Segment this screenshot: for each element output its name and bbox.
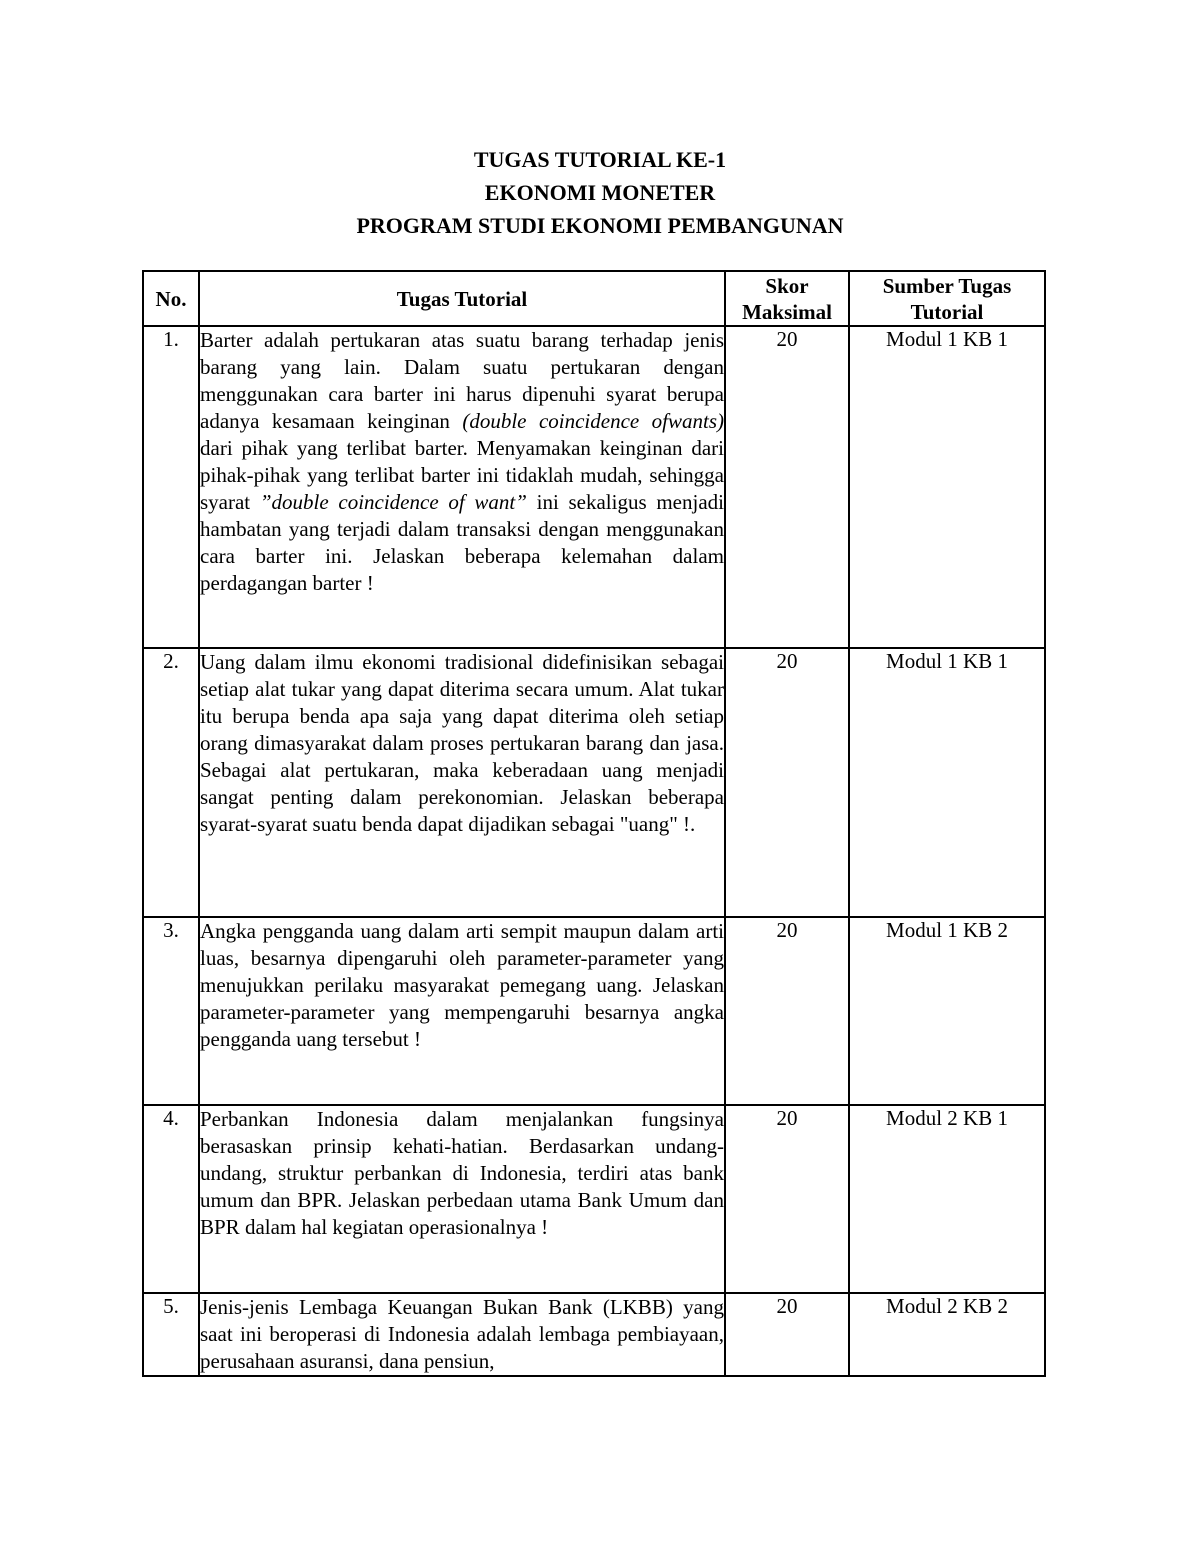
table-row bbox=[143, 1105, 1045, 1293]
task-source: Modul 2 KB 2 bbox=[849, 1293, 1045, 1376]
table-row bbox=[143, 917, 1045, 1105]
document-header bbox=[0, 143, 1200, 242]
task-text-part: dari pihak yang terlibat barter. Menyamakan keinginan dari pihak-pihak yang terlibat barter ini tidaklah mudah, sehingga syarat bbox=[200, 436, 724, 514]
task-source: Modul 2 KB 1 bbox=[849, 1105, 1045, 1293]
row-number: 2. bbox=[143, 648, 199, 917]
table-row bbox=[143, 1293, 1045, 1376]
row-number: 4. bbox=[143, 1105, 199, 1293]
max-score: 20 bbox=[725, 326, 849, 648]
task-text: Jenis-jenis Lembaga Keuangan Bukan Bank (LKBB) yang saat ini beroperasi di Indonesia adalah lembaga pembiayaan, perusahaan asuransi, dana pensiun, bbox=[199, 1293, 725, 1376]
max-score: 20 bbox=[725, 648, 849, 917]
table-header-row bbox=[143, 271, 1045, 326]
task-text: Angka pengganda uang dalam arti sempit maupun dalam arti luas, besarnya dipengaruhi oleh parameter-parameter yang menujukkan perilaku masyarakat pemegang uang. Jelaskan parameter-parameter yang mempengaruhi besarnya angka pengganda uang tersebut ! bbox=[199, 917, 725, 1105]
max-score: 20 bbox=[725, 1105, 849, 1293]
header-course: EKONOMI MONETER bbox=[484, 180, 716, 205]
row-number: 3. bbox=[143, 917, 199, 1105]
task-source: Modul 1 KB 1 bbox=[849, 648, 1045, 917]
row-number: 5. bbox=[143, 1293, 199, 1376]
task-text-italic: ”double coincidence of want” bbox=[259, 490, 527, 514]
table-row bbox=[143, 326, 1045, 648]
task-text-italic: (double coincidence ofwants) bbox=[462, 409, 724, 433]
tutorial-tasks-table bbox=[142, 270, 1046, 1377]
task-source: Modul 1 KB 1 bbox=[849, 326, 1045, 648]
row-number: 1. bbox=[143, 326, 199, 648]
column-header-task: Tugas Tutorial bbox=[199, 271, 725, 326]
max-score: 20 bbox=[725, 1293, 849, 1376]
column-header-score: Skor Maksimal bbox=[725, 271, 849, 326]
task-text bbox=[199, 326, 725, 648]
task-text: Uang dalam ilmu ekonomi tradisional didefinisikan sebagai setiap alat tukar yang dapat diterima secara umum. Alat tukar itu berupa benda apa saja yang dapat diterima oleh setiap orang dimasyarakat dalam proses pertukaran barang dan jasa. Sebagai alat pertukaran, maka keberadaan uang menjadi sangat penting dalam perekonomian. Jelaskan beberapa syarat-syarat suatu benda dapat dijadikan sebagai "uang" !. bbox=[199, 648, 725, 917]
max-score: 20 bbox=[725, 917, 849, 1105]
column-header-source: Sumber Tugas Tutorial bbox=[849, 271, 1045, 326]
task-text: Perbankan Indonesia dalam menjalankan fungsinya berasaskan prinsip kehati-hatian. Berdasarkan undang-undang, struktur perbankan di Indonesia, terdiri atas bank umum dan BPR. Jelaskan perbedaan utama Bank Umum dan BPR dalam hal kegiatan operasionalnya ! bbox=[199, 1105, 725, 1293]
task-text-part: Barter adalah pertukaran atas suatu barang terhadap jenis barang yang lain. Dalam suatu pertukaran dengan menggunakan cara barter ini harus dipenuhi syarat berupa adanya kesamaan keinginan bbox=[200, 328, 724, 433]
task-text-part: ini sekaligus menjadi hambatan yang terjadi dalam transaksi dengan menggunakan cara barter ini. Jelaskan beberapa kelemahan dalam perdagangan barter ! bbox=[200, 490, 724, 595]
header-title: TUGAS TUTORIAL KE-1 bbox=[473, 147, 727, 172]
table-row bbox=[143, 648, 1045, 917]
task-source: Modul 1 KB 2 bbox=[849, 917, 1045, 1105]
column-header-no: No. bbox=[143, 271, 199, 326]
header-program: PROGRAM STUDI EKONOMI PEMBANGUNAN bbox=[356, 213, 844, 238]
